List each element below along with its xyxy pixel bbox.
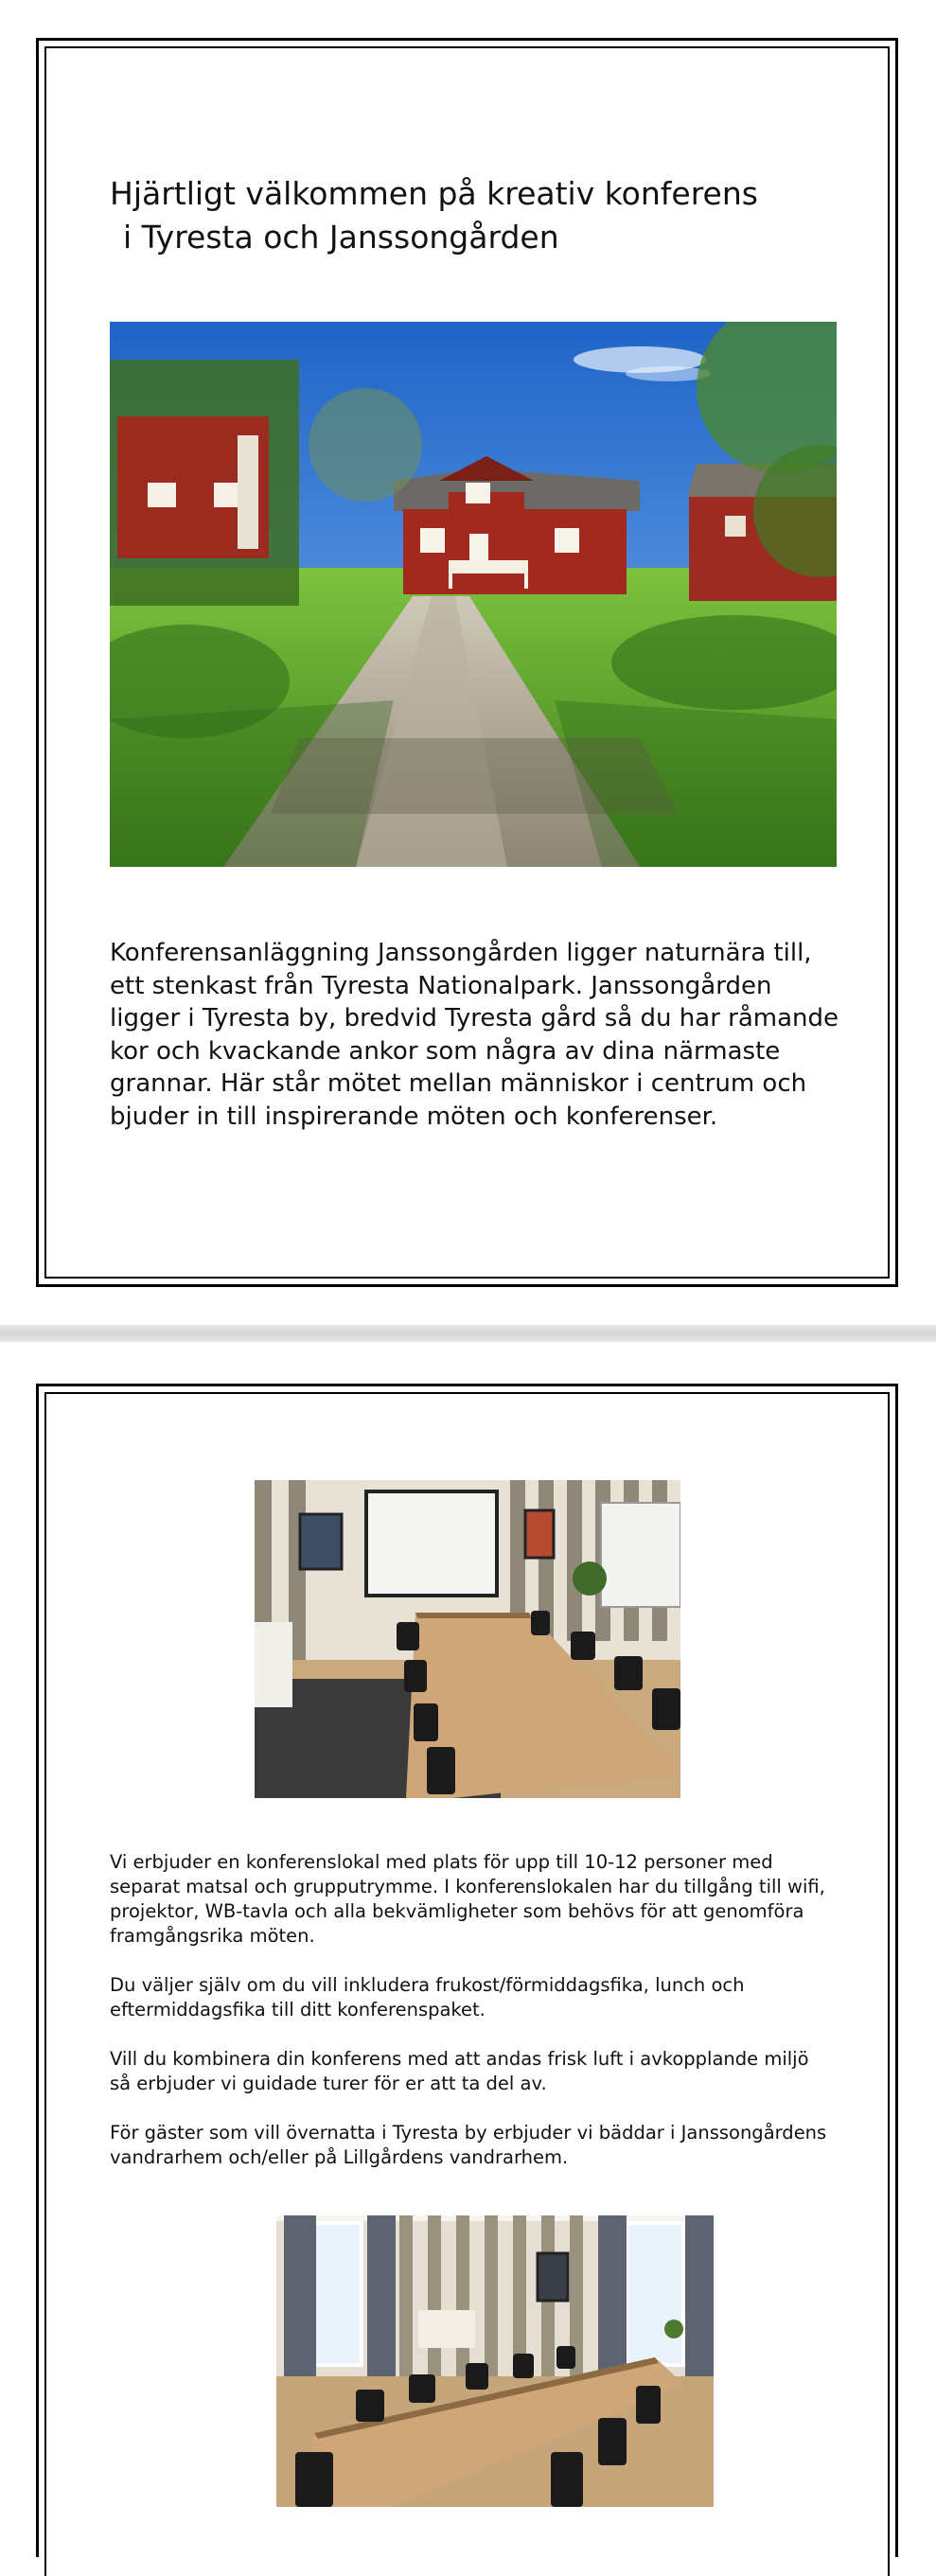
page-separator: [0, 1325, 936, 1342]
conference-room-photo-2: [276, 2215, 714, 2507]
page-title: [110, 172, 829, 259]
paragraph-guided-tours: Vill du kombinera din konferens med att andas frisk luft i avkopplande miljö så erbjuder vi guidade turer för er att ta del av.: [110, 2048, 809, 2094]
title-line-1: Hjärtligt välkommen på kreativ konferens: [110, 175, 758, 212]
conference-room-photo-1: [255, 1480, 680, 1798]
paragraph-accommodation: För gäster som vill övernatta i Tyresta by erbjuder vi bäddar i Janssongårdens vandrarhem och/eller på Lillgårdens vandrarhem.: [110, 2122, 827, 2168]
conference-description: [110, 1850, 829, 2195]
paragraph-meals: Du väljer själv om du vill inkludera frukost/förmiddagsfika, lunch och eftermiddagsfika till ditt konferenspaket.: [110, 1974, 745, 2020]
intro-paragraph: Konferensanläggning Janssongården ligger naturnära till, ett stenkast från Tyresta Nationalpark. Janssongården ligger i Tyresta by, bredvid Tyresta gård så du har råmande kor och kvackande ankor som några av dina närmaste grannar. Här står mötet mellan människor i centrum och bjuder in till inspirerande möten och konferenser.: [110, 939, 839, 1131]
paragraph-conference-room: Vi erbjuder en konferenslokal med plats för upp till 10-12 personer med separat matsal och grupputrymme. I konferenslokalen har du tillgång till wifi, projektor, WB-tavla och alla bekvämligheter som behövs för att genomföra framgångsrika möten.: [110, 1851, 825, 1947]
title-line-2: i Tyresta och Janssongården: [123, 219, 559, 256]
farm-photo: [110, 322, 837, 867]
